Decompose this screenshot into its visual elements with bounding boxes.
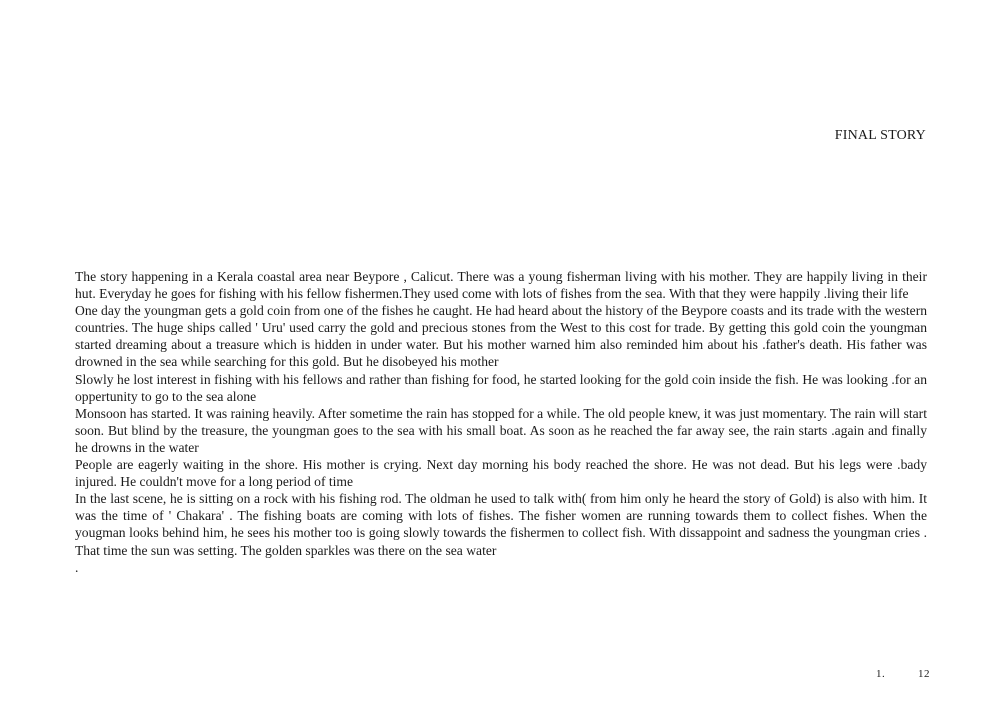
paragraph: . bbox=[75, 559, 79, 575]
page-title: FINAL STORY bbox=[834, 128, 926, 143]
paragraph: Monsoon has started. It was raining heavily. After sometime the rain has stopped for a while. The old people knew, it was just momentary. The rain will start soon. But blind by the treasure, the youngman goes to the sea with his small boat. As soon as he reached the far away see, the rain starts .again and finally he drowns in the water bbox=[75, 405, 927, 455]
paragraph: People are eagerly waiting in the shore. His mother is crying. Next day morning his body reached the shore. He was not dead. But his legs were .bady injured. He couldn't move for a long period of time bbox=[75, 457, 927, 490]
page-marker-left: 1. bbox=[876, 668, 886, 680]
paragraph: One day the youngman gets a gold coin from one of the fishes he caught. He had heard about the history of the Beypore coasts and its trade with the western countries. The huge ships called ' Uru' used carry the gold and precious stones from the West to this cost for trade. By getting this gold coin the youngman started dreaming about a treasure which is hidden in under water. But his mother warned him also reminded him about his .father's death. His father was drowned in the sea while searching for this gold. But he disobeyed his mother bbox=[75, 303, 928, 370]
story-body bbox=[75, 268, 927, 576]
paragraph: The story happening in a Kerala coastal area near Beypore , Calicut. There was a young fisherman living with his mother. They are happily living in their hut. Everyday he goes for fishing with his fellow fishermen.They used come with lots of fishes from the sea. With that they were happily .living their life bbox=[75, 269, 927, 302]
page-number: 12 bbox=[918, 668, 930, 680]
paragraph: Slowly he lost interest in fishing with his fellows and rather than fishing for food, he started looking for the gold coin inside the fish. He was looking .for an oppertunity to go to the sea alone bbox=[75, 371, 927, 404]
paragraph: In the last scene, he is sitting on a rock with his fishing rod. The oldman he used to talk with( from him only he heard the story of Gold) is also with him. It was the time of ' Chakara' . The fishing boats are coming with lots of fishes. The fisher women are running towards them to collect fishes. When the yougman looks behind him, he sees his mother too is going slowly towards the fishermen to collect fish. With dissappoint and sadness the youngman cries . That time the sun was setting. The golden sparkles was there on the sea water bbox=[75, 491, 927, 558]
